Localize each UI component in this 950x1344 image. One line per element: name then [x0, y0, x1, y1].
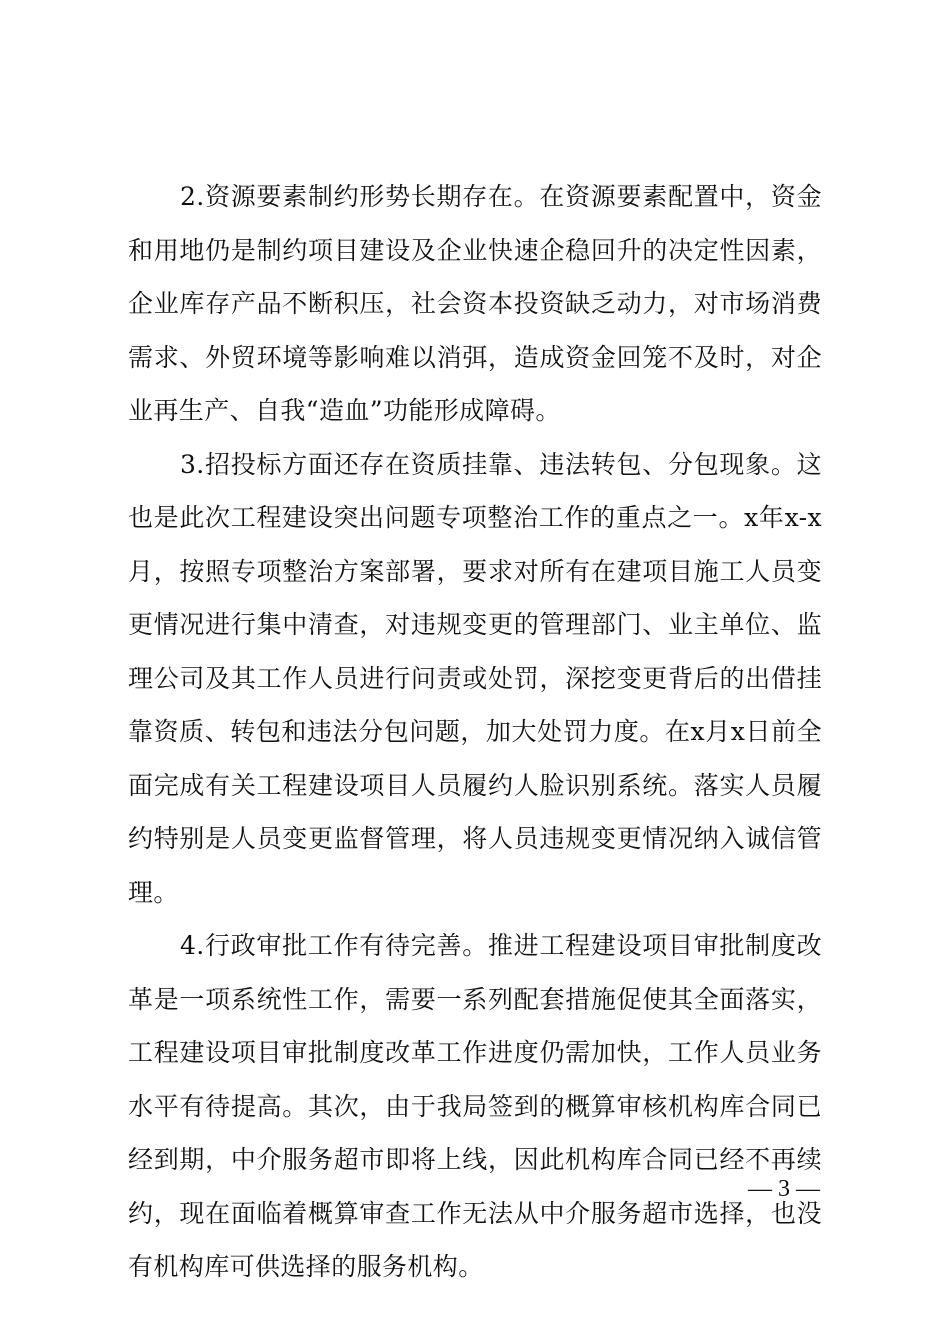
paragraph-administrative-approval: 4.行政审批工作有待完善。推进工程建设项目审批制度改革是一项系统性工作，需要一系列配套措施促使其全面落实，工程建设项目审批制度改革工作进度仍需加快，工作人员业务水平有待提高。其次，由于我局签到的概算审核机构库合同已经到期，中介服务超市即将上线，因此机构库合同已经不再续约，现在面临着概算审查工作无法从中介服务超市选择，也没有机构库可供选择的服务机构。 — [128, 931, 822, 1281]
page-number: — 3 — — [748, 1176, 820, 1202]
document-body — [128, 170, 822, 1294]
paragraph-bidding-issues: 3.招投标方面还存在资质挂靠、违法转包、分包现象。这也是此次工程建设突出问题专项整治工作的重点之一。x年x-x月，按照专项整治方案部署，要求对所有在建项目施工人员变更情况进行集中清查，对违规变更的管理部门、业主单位、监理公司及其工作人员进行问责或处罚，深挖变更背后的出借挂靠资质、转包和违法分包问题，加大处罚力度。在x月x日前全面完成有关工程建设项目人员履约人脸识别系统。落实人员履约特别是人员变更监督管理，将人员违规变更情况纳入诚信管理。 — [128, 449, 822, 907]
paragraph-resource-constraints: 2.资源要素制约形势长期存在。在资源要素配置中，资金和用地仍是制约项目建设及企业快速企稳回升的决定性因素，企业库存产品不断积压，社会资本投资缺乏动力，对市场消费需求、外贸环境等影响难以消弭，造成资金回笼不及时，对企业再生产、自我“造血”功能形成障碍。 — [128, 182, 822, 425]
